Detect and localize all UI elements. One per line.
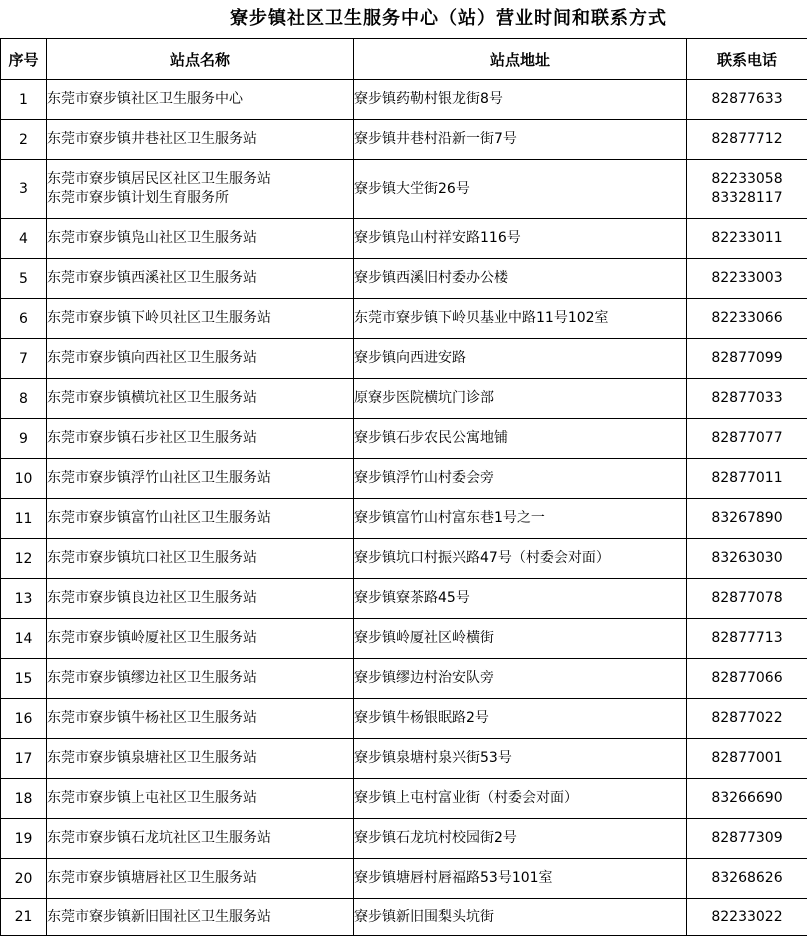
station-name: 东莞市寮步镇缪边社区卫生服务站 bbox=[47, 670, 257, 686]
phone-cell bbox=[687, 259, 807, 299]
phone-cell bbox=[687, 659, 807, 699]
table-row bbox=[1, 120, 807, 160]
column-header-number: 序号 bbox=[1, 39, 47, 80]
phone-cell bbox=[687, 299, 807, 339]
phone-number: 82877022 bbox=[711, 710, 783, 726]
column-header-station-name: 站点名称 bbox=[47, 39, 354, 80]
phone-number: 82233003 bbox=[711, 270, 783, 286]
station-address: 寮步镇药勒村银龙街8号 bbox=[354, 80, 687, 120]
table-row bbox=[1, 160, 807, 219]
station-name: 东莞市寮步镇凫山社区卫生服务站 bbox=[47, 230, 257, 246]
table-row bbox=[1, 819, 807, 859]
phone-number: 82877078 bbox=[711, 590, 783, 606]
station-address: 寮步镇新旧围梨头坑街 bbox=[354, 899, 687, 936]
phone-number: 82877077 bbox=[711, 430, 783, 446]
phone-cell bbox=[687, 419, 807, 459]
phone-cell bbox=[687, 219, 807, 259]
table-row bbox=[1, 219, 807, 259]
station-name: 东莞市寮步镇浮竹山社区卫生服务站 bbox=[47, 470, 271, 486]
station-name: 东莞市寮步镇井巷社区卫生服务站 bbox=[47, 131, 257, 147]
column-header-station-address: 站点地址 bbox=[354, 39, 687, 80]
phone-cell bbox=[687, 499, 807, 539]
table-row bbox=[1, 299, 807, 339]
station-name-cell bbox=[47, 539, 354, 579]
station-address: 寮步镇西溪旧村委办公楼 bbox=[354, 259, 687, 299]
station-name-cell bbox=[47, 739, 354, 779]
station-address: 寮步镇井巷村沿新一街7号 bbox=[354, 120, 687, 160]
phone-number: 82877713 bbox=[711, 630, 783, 646]
station-address: 寮步镇泉塘村泉兴街53号 bbox=[354, 739, 687, 779]
station-name-cell bbox=[47, 339, 354, 379]
phone-cell bbox=[687, 160, 807, 219]
stations-table bbox=[0, 38, 807, 936]
phone-cell bbox=[687, 579, 807, 619]
station-name: 东莞市寮步镇石步社区卫生服务站 bbox=[47, 430, 257, 446]
station-name-cell bbox=[47, 619, 354, 659]
phone-number: 82877099 bbox=[711, 350, 783, 366]
station-name-cell bbox=[47, 259, 354, 299]
phone-cell bbox=[687, 899, 807, 936]
phone-cell bbox=[687, 459, 807, 499]
station-address: 寮步镇缪边村治安队旁 bbox=[354, 659, 687, 699]
page-title: 寮步镇社区卫生服务中心（站）营业时间和联系方式 bbox=[230, 8, 667, 29]
station-name: 东莞市寮步镇岭厦社区卫生服务站 bbox=[47, 630, 257, 646]
station-name: 东莞市寮步镇泉塘社区卫生服务站 bbox=[47, 750, 257, 766]
phone-number: 82233022 bbox=[711, 908, 783, 925]
row-number: 21 bbox=[1, 899, 47, 936]
station-name-cell bbox=[47, 859, 354, 899]
row-number: 16 bbox=[1, 699, 47, 739]
station-name: 东莞市寮步镇社区卫生服务中心 bbox=[47, 91, 243, 107]
station-name-cell bbox=[47, 299, 354, 339]
row-number: 3 bbox=[1, 160, 47, 219]
row-number: 2 bbox=[1, 120, 47, 160]
row-number: 8 bbox=[1, 379, 47, 419]
phone-number: 82877033 bbox=[711, 390, 783, 406]
station-name: 东莞市寮步镇计划生育服务所 bbox=[47, 190, 229, 206]
phone-cell bbox=[687, 619, 807, 659]
station-address: 东莞市寮步镇下岭贝基业中路11号102室 bbox=[354, 299, 687, 339]
station-name-cell bbox=[47, 699, 354, 739]
station-name-cell bbox=[47, 579, 354, 619]
row-number: 20 bbox=[1, 859, 47, 899]
phone-cell bbox=[687, 539, 807, 579]
phone-number: 82233011 bbox=[711, 230, 783, 246]
station-name-cell bbox=[47, 379, 354, 419]
row-number: 13 bbox=[1, 579, 47, 619]
station-name: 东莞市寮步镇富竹山社区卫生服务站 bbox=[47, 510, 271, 526]
table-row bbox=[1, 739, 807, 779]
station-address: 寮步镇牛杨银眠路2号 bbox=[354, 699, 687, 739]
phone-cell bbox=[687, 120, 807, 160]
station-address: 寮步镇塘唇村唇福路53号101室 bbox=[354, 859, 687, 899]
station-name-cell bbox=[47, 219, 354, 259]
row-number: 6 bbox=[1, 299, 47, 339]
station-name-cell bbox=[47, 120, 354, 160]
table-row bbox=[1, 339, 807, 379]
table-row bbox=[1, 259, 807, 299]
station-name: 东莞市寮步镇新旧围社区卫生服务站 bbox=[47, 908, 271, 925]
station-name: 东莞市寮步镇西溪社区卫生服务站 bbox=[47, 270, 257, 286]
station-name-cell bbox=[47, 459, 354, 499]
station-address: 寮步镇石龙坑村校园街2号 bbox=[354, 819, 687, 859]
phone-cell bbox=[687, 739, 807, 779]
station-address: 原寮步医院横坑门诊部 bbox=[354, 379, 687, 419]
station-name: 东莞市寮步镇良边社区卫生服务站 bbox=[47, 590, 257, 606]
phone-number: 83267890 bbox=[711, 510, 783, 526]
station-name-cell bbox=[47, 899, 354, 936]
row-number: 9 bbox=[1, 419, 47, 459]
station-address: 寮步镇凫山村祥安路116号 bbox=[354, 219, 687, 259]
station-address: 寮步镇富竹山村富东巷1号之一 bbox=[354, 499, 687, 539]
row-number: 5 bbox=[1, 259, 47, 299]
station-address: 寮步镇向西进安路 bbox=[354, 339, 687, 379]
row-number: 11 bbox=[1, 499, 47, 539]
row-number: 7 bbox=[1, 339, 47, 379]
phone-number: 82877712 bbox=[711, 131, 783, 147]
station-name-cell bbox=[47, 779, 354, 819]
phone-cell bbox=[687, 699, 807, 739]
phone-cell bbox=[687, 859, 807, 899]
phone-cell bbox=[687, 779, 807, 819]
phone-number: 83268626 bbox=[711, 870, 783, 886]
phone-cell bbox=[687, 379, 807, 419]
row-number: 15 bbox=[1, 659, 47, 699]
phone-number: 82877066 bbox=[711, 670, 783, 686]
row-number: 17 bbox=[1, 739, 47, 779]
phone-number: 83263030 bbox=[711, 550, 783, 566]
row-number: 10 bbox=[1, 459, 47, 499]
station-address: 寮步镇石步农民公寓地铺 bbox=[354, 419, 687, 459]
station-name: 东莞市寮步镇下岭贝社区卫生服务站 bbox=[47, 310, 271, 326]
row-number: 18 bbox=[1, 779, 47, 819]
station-address: 寮步镇寮茶路45号 bbox=[354, 579, 687, 619]
station-name: 东莞市寮步镇居民区社区卫生服务站 bbox=[47, 171, 271, 187]
station-name: 东莞市寮步镇塘唇社区卫生服务站 bbox=[47, 870, 257, 886]
phone-number: 83266690 bbox=[711, 790, 783, 806]
station-name-cell bbox=[47, 160, 354, 219]
phone-number: 82877001 bbox=[711, 750, 783, 766]
station-name: 东莞市寮步镇石龙坑社区卫生服务站 bbox=[47, 830, 271, 846]
station-address: 寮步镇上屯村富业街（村委会对面） bbox=[354, 779, 687, 819]
table-body bbox=[1, 80, 807, 936]
row-number: 4 bbox=[1, 219, 47, 259]
phone-cell bbox=[687, 80, 807, 120]
table-row bbox=[1, 80, 807, 120]
table-row bbox=[1, 899, 807, 936]
phone-number: 82877011 bbox=[711, 470, 783, 486]
station-name-cell bbox=[47, 819, 354, 859]
station-name-cell bbox=[47, 419, 354, 459]
row-number: 1 bbox=[1, 80, 47, 120]
column-header-phone: 联系电话 bbox=[687, 39, 807, 80]
phone-number: 82877633 bbox=[711, 91, 783, 107]
phone-number: 83328117 bbox=[711, 190, 783, 206]
station-name: 东莞市寮步镇横坑社区卫生服务站 bbox=[47, 390, 257, 406]
row-number: 14 bbox=[1, 619, 47, 659]
station-name: 东莞市寮步镇向西社区卫生服务站 bbox=[47, 350, 257, 366]
phone-number: 82877309 bbox=[711, 830, 783, 846]
station-name-cell bbox=[47, 80, 354, 120]
table-row bbox=[1, 859, 807, 899]
table-row bbox=[1, 499, 807, 539]
table-row bbox=[1, 539, 807, 579]
row-number: 19 bbox=[1, 819, 47, 859]
station-address: 寮步镇浮竹山村委会旁 bbox=[354, 459, 687, 499]
station-name: 东莞市寮步镇牛杨社区卫生服务站 bbox=[47, 710, 257, 726]
row-number: 12 bbox=[1, 539, 47, 579]
station-name-cell bbox=[47, 659, 354, 699]
phone-number: 82233058 bbox=[711, 171, 783, 187]
table-row bbox=[1, 459, 807, 499]
table-row bbox=[1, 379, 807, 419]
table-row bbox=[1, 659, 807, 699]
table-row bbox=[1, 619, 807, 659]
table-row bbox=[1, 699, 807, 739]
table-header-row bbox=[1, 39, 807, 80]
station-address: 寮步镇岭厦社区岭横街 bbox=[354, 619, 687, 659]
phone-cell bbox=[687, 819, 807, 859]
table-row bbox=[1, 579, 807, 619]
table-row bbox=[1, 419, 807, 459]
station-address: 寮步镇坑口村振兴路47号（村委会对面） bbox=[354, 539, 687, 579]
phone-number: 82233066 bbox=[711, 310, 783, 326]
station-name: 东莞市寮步镇上屯社区卫生服务站 bbox=[47, 790, 257, 806]
phone-cell bbox=[687, 339, 807, 379]
station-name-cell bbox=[47, 499, 354, 539]
table-row bbox=[1, 779, 807, 819]
station-address: 寮步镇大坣街26号 bbox=[354, 160, 687, 219]
station-name: 东莞市寮步镇坑口社区卫生服务站 bbox=[47, 550, 257, 566]
